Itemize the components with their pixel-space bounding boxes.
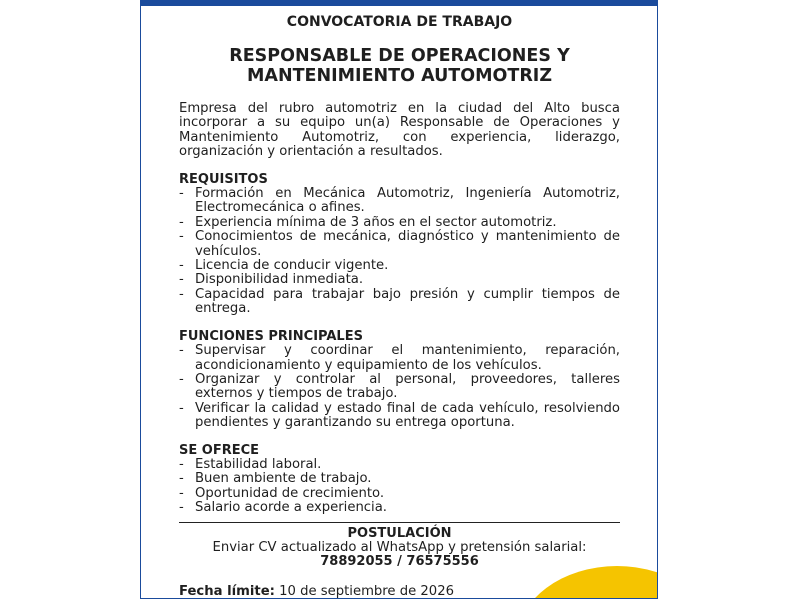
- list-item-text: Oportunidad de crecimiento.: [195, 485, 385, 501]
- funciones-list: [179, 344, 620, 430]
- list-item-text: Conocimientos de mecánica, diagnóstico y mantenimiento de vehículos.: [195, 229, 620, 259]
- list-item-text: Disponibilidad inmediata.: [195, 272, 364, 288]
- list-dash: -: [179, 258, 184, 274]
- list-dash: -: [179, 186, 184, 202]
- list-item-text: Formación en Mecánica Automotriz, Ingeniería Automotriz, Electromecánica o afines.: [195, 186, 620, 216]
- requisitos-heading: REQUISITOS: [179, 171, 268, 187]
- list-dash: -: [179, 286, 184, 302]
- list-dash: -: [179, 485, 184, 501]
- list-item: [179, 344, 620, 373]
- list-dash: -: [179, 471, 184, 487]
- list-item: [179, 373, 620, 402]
- whatsapp-numbers: 78892055 / 76575556: [320, 553, 479, 569]
- job-posting-card: [140, 0, 658, 599]
- list-item: [179, 273, 620, 287]
- list-item-text: Estabilidad laboral.: [195, 456, 322, 472]
- list-item-text: Salario acorde a experiencia.: [195, 500, 387, 516]
- list-item: [179, 458, 620, 472]
- list-item: [179, 501, 620, 515]
- list-item: [179, 487, 620, 501]
- list-dash: -: [179, 500, 184, 516]
- list-dash: -: [179, 343, 184, 359]
- list-item: [179, 288, 620, 317]
- list-item: [179, 472, 620, 486]
- ofrece-list: [179, 458, 620, 516]
- posting-content: [179, 12, 620, 599]
- list-dash: -: [179, 371, 184, 387]
- deadline-label: Fecha límite:: [179, 583, 275, 599]
- postulacion-block: [179, 527, 620, 569]
- list-dash: -: [179, 400, 184, 416]
- list-item-text: Licencia de conducir vigente.: [195, 258, 389, 274]
- ofrece-heading: SE OFRECE: [179, 442, 260, 458]
- list-item: [179, 230, 620, 259]
- deadline: [179, 585, 620, 599]
- list-item-text: Experiencia mínima de 3 años en el sector automotriz.: [195, 214, 557, 230]
- list-dash: -: [179, 272, 184, 288]
- posting-title: [179, 46, 620, 86]
- requisitos-list: [179, 187, 620, 317]
- posting-kicker: CONVOCATORIA DE TRABAJO: [286, 14, 513, 30]
- list-item-text: Capacidad para trabajar bajo presión y cumplir tiempos de entrega.: [195, 286, 620, 317]
- postulacion-text: Enviar CV actualizado al WhatsApp y pretensión salarial:: [212, 539, 587, 555]
- list-dash: -: [179, 456, 184, 472]
- list-item-text: Organizar y controlar al personal, proveedores, talleres externos y tiempos de trabajo.: [195, 371, 620, 402]
- list-item-text: Supervisar y coordinar el mantenimiento, reparación, acondicionamiento y equipamiento de los vehículos.: [195, 343, 620, 373]
- title-line-1: RESPONSABLE DE OPERACIONES Y: [229, 46, 570, 66]
- deadline-value: 10 de septiembre de 2026: [274, 583, 454, 599]
- list-item: [179, 187, 620, 216]
- title-line-2: MANTENIMIENTO AUTOMOTRIZ: [246, 66, 553, 86]
- list-dash: -: [179, 214, 184, 230]
- list-dash: -: [179, 229, 184, 245]
- top-accent-bar: [141, 0, 657, 6]
- list-item: [179, 402, 620, 431]
- funciones-heading: FUNCIONES PRINCIPALES: [179, 328, 363, 344]
- list-item-text: Buen ambiente de trabajo.: [195, 471, 372, 487]
- section-divider: [179, 522, 620, 523]
- postulacion-heading: POSTULACIÓN: [347, 525, 452, 541]
- intro-paragraph: Empresa del rubro automotriz en la ciudad del Alto busca incorporar a su equipo un(a) Responsable de Operaciones y Mantenimiento Automotriz, con experiencia, liderazgo, organización y orientación a resultados.: [179, 101, 620, 160]
- list-item-text: Verificar la calidad y estado final de cada vehículo, resolviendo pendientes y garantizando su entrega oportuna.: [195, 400, 620, 431]
- list-item: [179, 259, 620, 273]
